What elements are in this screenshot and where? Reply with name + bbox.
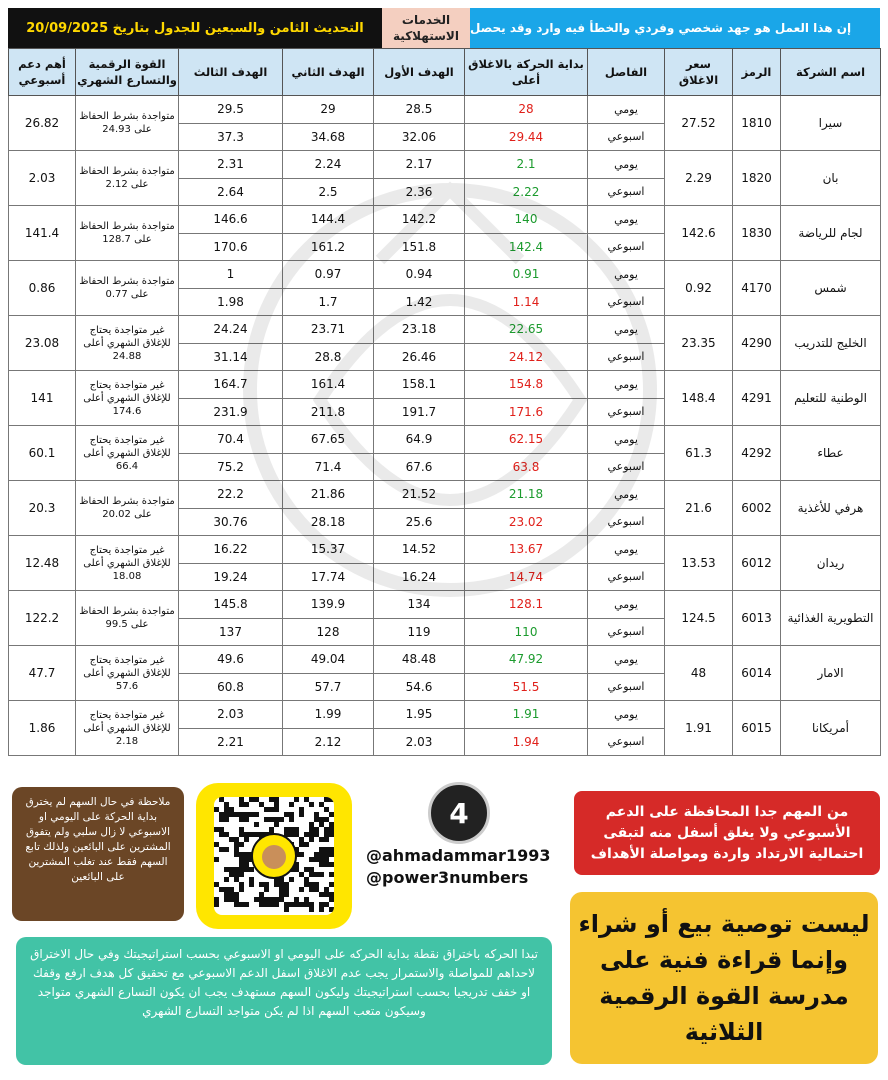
- close-price-cell: 23.35: [665, 316, 733, 371]
- target1-cell: 26.46: [374, 343, 465, 371]
- target3-cell: 164.7: [179, 371, 283, 399]
- start-cell: 1.94: [465, 728, 588, 756]
- period-cell: اسبوعي: [588, 563, 665, 591]
- target3-cell: 24.24: [179, 316, 283, 344]
- table-row: [9, 96, 881, 124]
- company-name-cell: هرفي للأغذية: [781, 481, 881, 536]
- period-cell: اسبوعي: [588, 453, 665, 481]
- code-cell: 6013: [733, 591, 781, 646]
- close-price-cell: 13.53: [665, 536, 733, 591]
- target1-cell: 32.06: [374, 123, 465, 151]
- company-name-cell: التطويرية الغذائية: [781, 591, 881, 646]
- period-cell: يومي: [588, 316, 665, 344]
- period-cell: اسبوعي: [588, 728, 665, 756]
- col-header-strength: القوة الرقمية والتسارع الشهري: [76, 49, 179, 96]
- start-cell: 128.1: [465, 591, 588, 619]
- start-cell: 142.4: [465, 233, 588, 261]
- target2-cell: 139.9: [283, 591, 374, 619]
- period-cell: يومي: [588, 646, 665, 674]
- support-cell: 122.2: [9, 591, 76, 646]
- target2-cell: 211.8: [283, 398, 374, 426]
- target3-cell: 29.5: [179, 96, 283, 124]
- table-row: [9, 261, 881, 289]
- target1-cell: 2.17: [374, 151, 465, 179]
- start-cell: 1.14: [465, 288, 588, 316]
- close-price-cell: 124.5: [665, 591, 733, 646]
- target2-cell: 15.37: [283, 536, 374, 564]
- target1-cell: 142.2: [374, 206, 465, 234]
- strength-cell: متواجدة بشرط الحفاظ على 24.93: [76, 96, 179, 151]
- period-cell: يومي: [588, 261, 665, 289]
- start-cell: 62.15: [465, 426, 588, 454]
- start-cell: 171.6: [465, 398, 588, 426]
- strength-cell: غير متواجدة يحتاج للإغلاق الشهري أعلى 66.4: [76, 426, 179, 481]
- target2-cell: 28.8: [283, 343, 374, 371]
- start-cell: 2.22: [465, 178, 588, 206]
- period-cell: يومي: [588, 701, 665, 729]
- table-row: [9, 151, 881, 179]
- col-header-company: اسم الشركة: [781, 49, 881, 96]
- target3-cell: 70.4: [179, 426, 283, 454]
- close-price-cell: 61.3: [665, 426, 733, 481]
- close-price-cell: 21.6: [665, 481, 733, 536]
- target1-cell: 134: [374, 591, 465, 619]
- table-row: [9, 426, 881, 454]
- note-teal: تبدا الحركه باختراق نقطة بداية الحركه على اليومي او الاسبوعي بحسب استراتيجيتك وفي حال الاختراق لاحداهم للمواصلة والاستمرار يجب عدم الاغلاق اسفل الدعم الاسبوعي مع تحقيق كل هدف ارفع وقفك او خفف تدريجيا بحسب استراتيجيتك وليكون السهم مستهدف يجب ان يكون التسارع الشهري متواجد وسيكون متعب السهم اذا لم يكن متواجد التسارع الشهري: [16, 937, 552, 1065]
- target2-cell: 128: [283, 618, 374, 646]
- strength-cell: متواجدة بشرط الحفاظ على 128.7: [76, 206, 179, 261]
- target3-cell: 1.98: [179, 288, 283, 316]
- target1-cell: 119: [374, 618, 465, 646]
- strength-cell: غير متواجدة يحتاج للإغلاق الشهري أعلى 24.88: [76, 316, 179, 371]
- start-cell: 23.02: [465, 508, 588, 536]
- target2-cell: 29: [283, 96, 374, 124]
- code-cell: 1820: [733, 151, 781, 206]
- period-cell: اسبوعي: [588, 618, 665, 646]
- target1-cell: 23.18: [374, 316, 465, 344]
- target1-cell: 25.6: [374, 508, 465, 536]
- start-cell: 0.91: [465, 261, 588, 289]
- target2-cell: 0.97: [283, 261, 374, 289]
- support-cell: 60.1: [9, 426, 76, 481]
- company-name-cell: سيرا: [781, 96, 881, 151]
- col-header-close: سعر الاغلاق: [665, 49, 733, 96]
- start-cell: 14.74: [465, 563, 588, 591]
- target2-cell: 17.74: [283, 563, 374, 591]
- sector-label: الخدمات الاستهلاكية: [382, 8, 470, 48]
- support-cell: 47.7: [9, 646, 76, 701]
- target1-cell: 67.6: [374, 453, 465, 481]
- code-cell: 4290: [733, 316, 781, 371]
- target3-cell: 16.22: [179, 536, 283, 564]
- snapchat-qr-code[interactable]: [196, 783, 352, 929]
- period-cell: اسبوعي: [588, 288, 665, 316]
- code-cell: 1810: [733, 96, 781, 151]
- target1-cell: 16.24: [374, 563, 465, 591]
- start-cell: 29.44: [465, 123, 588, 151]
- target3-cell: 2.64: [179, 178, 283, 206]
- note-yellow: ليست توصية بيع أو شراء وإنما قراءة فنية على مدرسة القوة الرقمية الثلاثية: [570, 892, 878, 1064]
- period-cell: اسبوعي: [588, 398, 665, 426]
- target2-cell: 144.4: [283, 206, 374, 234]
- qr-pattern-icon: [214, 797, 334, 915]
- code-cell: 1830: [733, 206, 781, 261]
- period-cell: يومي: [588, 96, 665, 124]
- code-cell: 6015: [733, 701, 781, 756]
- strength-cell: متواجدة بشرط الحفاظ على 99.5: [76, 591, 179, 646]
- strength-cell: غير متواجدة يحتاج للإغلاق الشهري أعلى 18.08: [76, 536, 179, 591]
- target1-cell: 158.1: [374, 371, 465, 399]
- period-cell: اسبوعي: [588, 343, 665, 371]
- period-cell: يومي: [588, 426, 665, 454]
- table-row: [9, 481, 881, 509]
- target1-cell: 151.8: [374, 233, 465, 261]
- table-row: [9, 316, 881, 344]
- table-row: [9, 371, 881, 399]
- table-body: [9, 96, 881, 756]
- handle-ahmadammar[interactable]: @ahmadammar1993: [366, 846, 551, 865]
- target1-cell: 1.42: [374, 288, 465, 316]
- strength-cell: متواجدة بشرط الحفاظ على 20.02: [76, 481, 179, 536]
- target2-cell: 2.12: [283, 728, 374, 756]
- code-cell: 6014: [733, 646, 781, 701]
- support-cell: 26.82: [9, 96, 76, 151]
- target2-cell: 71.4: [283, 453, 374, 481]
- close-price-cell: 0.92: [665, 261, 733, 316]
- target2-cell: 28.18: [283, 508, 374, 536]
- start-cell: 51.5: [465, 673, 588, 701]
- table-row: [9, 591, 881, 619]
- period-cell: اسبوعي: [588, 233, 665, 261]
- target1-cell: 1.95: [374, 701, 465, 729]
- start-cell: 110: [465, 618, 588, 646]
- target3-cell: 30.76: [179, 508, 283, 536]
- period-cell: يومي: [588, 151, 665, 179]
- target3-cell: 75.2: [179, 453, 283, 481]
- target2-cell: 161.2: [283, 233, 374, 261]
- target3-cell: 22.2: [179, 481, 283, 509]
- support-cell: 2.03: [9, 151, 76, 206]
- col-header-code: الرمز: [733, 49, 781, 96]
- col-header-target2: الهدف الثاني: [283, 49, 374, 96]
- target2-cell: 161.4: [283, 371, 374, 399]
- start-cell: 47.92: [465, 646, 588, 674]
- code-cell: 6002: [733, 481, 781, 536]
- company-name-cell: أمريكانا: [781, 701, 881, 756]
- table-row: [9, 646, 881, 674]
- strength-cell: غير متواجدة يحتاج للإغلاق الشهري أعلى 174.6: [76, 371, 179, 426]
- code-cell: 4170: [733, 261, 781, 316]
- period-cell: يومي: [588, 536, 665, 564]
- start-cell: 13.67: [465, 536, 588, 564]
- target2-cell: 2.5: [283, 178, 374, 206]
- company-name-cell: الامار: [781, 646, 881, 701]
- start-cell: 1.91: [465, 701, 588, 729]
- target1-cell: 21.52: [374, 481, 465, 509]
- table-row: [9, 536, 881, 564]
- support-cell: 20.3: [9, 481, 76, 536]
- target1-cell: 0.94: [374, 261, 465, 289]
- target2-cell: 49.04: [283, 646, 374, 674]
- target3-cell: 19.24: [179, 563, 283, 591]
- strength-cell: متواجدة بشرط الحفاظ على 0.77: [76, 261, 179, 316]
- target3-cell: 37.3: [179, 123, 283, 151]
- table-row: [9, 701, 881, 729]
- period-cell: اسبوعي: [588, 123, 665, 151]
- target3-cell: 146.6: [179, 206, 283, 234]
- target2-cell: 1.7: [283, 288, 374, 316]
- target3-cell: 2.03: [179, 701, 283, 729]
- period-cell: اسبوعي: [588, 673, 665, 701]
- col-header-period: الفاصل: [588, 49, 665, 96]
- start-cell: 154.8: [465, 371, 588, 399]
- qr-pattern: [214, 797, 334, 915]
- update-date-text: التحديث الثامن والسبعين للجدول بتاريخ 20/09/2025: [8, 8, 382, 48]
- start-cell: 24.12: [465, 343, 588, 371]
- company-name-cell: بان: [781, 151, 881, 206]
- target2-cell: 23.71: [283, 316, 374, 344]
- company-name-cell: شمس: [781, 261, 881, 316]
- support-cell: 23.08: [9, 316, 76, 371]
- target3-cell: 145.8: [179, 591, 283, 619]
- target1-cell: 64.9: [374, 426, 465, 454]
- company-name-cell: لجام للرياضة: [781, 206, 881, 261]
- target2-cell: 1.99: [283, 701, 374, 729]
- target1-cell: 54.6: [374, 673, 465, 701]
- strength-cell: متواجدة بشرط الحفاظ على 2.12: [76, 151, 179, 206]
- table-row: [9, 206, 881, 234]
- period-cell: يومي: [588, 481, 665, 509]
- number-badge: 4: [428, 782, 490, 844]
- col-header-start: بداية الحركة بالاغلاق أعلى: [465, 49, 588, 96]
- target1-cell: 191.7: [374, 398, 465, 426]
- target3-cell: 2.21: [179, 728, 283, 756]
- note-red: من المهم جدا المحافظة على الدعم الأسبوعي ولا يغلق أسفل منه لتبقى احتمالية الارتداد واردة ومواصلة الأهداف: [574, 791, 880, 875]
- support-cell: 1.86: [9, 701, 76, 756]
- target3-cell: 49.6: [179, 646, 283, 674]
- company-name-cell: عطاء: [781, 426, 881, 481]
- target3-cell: 170.6: [179, 233, 283, 261]
- col-header-support: أهم دعم أسبوعي: [9, 49, 76, 96]
- start-cell: 140: [465, 206, 588, 234]
- company-name-cell: الخليج للتدريب: [781, 316, 881, 371]
- start-cell: 21.18: [465, 481, 588, 509]
- support-cell: 141.4: [9, 206, 76, 261]
- target1-cell: 28.5: [374, 96, 465, 124]
- close-price-cell: 48: [665, 646, 733, 701]
- target1-cell: 2.36: [374, 178, 465, 206]
- table-header-row: [9, 49, 881, 96]
- target2-cell: 67.65: [283, 426, 374, 454]
- start-cell: 2.1: [465, 151, 588, 179]
- col-header-target3: الهدف الثالث: [179, 49, 283, 96]
- target3-cell: 60.8: [179, 673, 283, 701]
- col-header-target1: الهدف الأول: [374, 49, 465, 96]
- disclaimer-text: إن هذا العمل هو جهد شخصي وفردي والخطأ فيه وارد وقد يحصل: [470, 8, 880, 48]
- header-bar: [8, 8, 880, 48]
- handle-power3numbers[interactable]: @power3numbers: [366, 868, 529, 887]
- period-cell: يومي: [588, 591, 665, 619]
- period-cell: اسبوعي: [588, 178, 665, 206]
- company-name-cell: الوطنية للتعليم: [781, 371, 881, 426]
- start-cell: 22.65: [465, 316, 588, 344]
- support-cell: 141: [9, 371, 76, 426]
- target3-cell: 231.9: [179, 398, 283, 426]
- target3-cell: 1: [179, 261, 283, 289]
- code-cell: 6012: [733, 536, 781, 591]
- target2-cell: 2.24: [283, 151, 374, 179]
- period-cell: يومي: [588, 206, 665, 234]
- close-price-cell: 142.6: [665, 206, 733, 261]
- close-price-cell: 27.52: [665, 96, 733, 151]
- target3-cell: 2.31: [179, 151, 283, 179]
- close-price-cell: 2.29: [665, 151, 733, 206]
- start-cell: 28: [465, 96, 588, 124]
- support-cell: 0.86: [9, 261, 76, 316]
- strength-cell: غير متواجدة يحتاج للإغلاق الشهري أعلى 2.18: [76, 701, 179, 756]
- period-cell: اسبوعي: [588, 508, 665, 536]
- close-price-cell: 1.91: [665, 701, 733, 756]
- target3-cell: 137: [179, 618, 283, 646]
- target2-cell: 34.68: [283, 123, 374, 151]
- code-cell: 4292: [733, 426, 781, 481]
- target3-cell: 31.14: [179, 343, 283, 371]
- company-name-cell: ريدان: [781, 536, 881, 591]
- stocks-table: [8, 48, 881, 756]
- target2-cell: 21.86: [283, 481, 374, 509]
- period-cell: يومي: [588, 371, 665, 399]
- start-cell: 63.8: [465, 453, 588, 481]
- support-cell: 12.48: [9, 536, 76, 591]
- note-brown: ملاحظة في حال السهم لم يخترق بداية الحركة على اليومي او الاسبوعي لا زال سلبي ولم يتفوق المشترين على البائعين ولذلك تابع السهم فقط عند تغلب المشترين على البائعين: [12, 787, 184, 921]
- close-price-cell: 148.4: [665, 371, 733, 426]
- target1-cell: 14.52: [374, 536, 465, 564]
- code-cell: 4291: [733, 371, 781, 426]
- target2-cell: 57.7: [283, 673, 374, 701]
- strength-cell: غير متواجدة يحتاج للإغلاق الشهري أعلى 57.6: [76, 646, 179, 701]
- target1-cell: 48.48: [374, 646, 465, 674]
- target1-cell: 2.03: [374, 728, 465, 756]
